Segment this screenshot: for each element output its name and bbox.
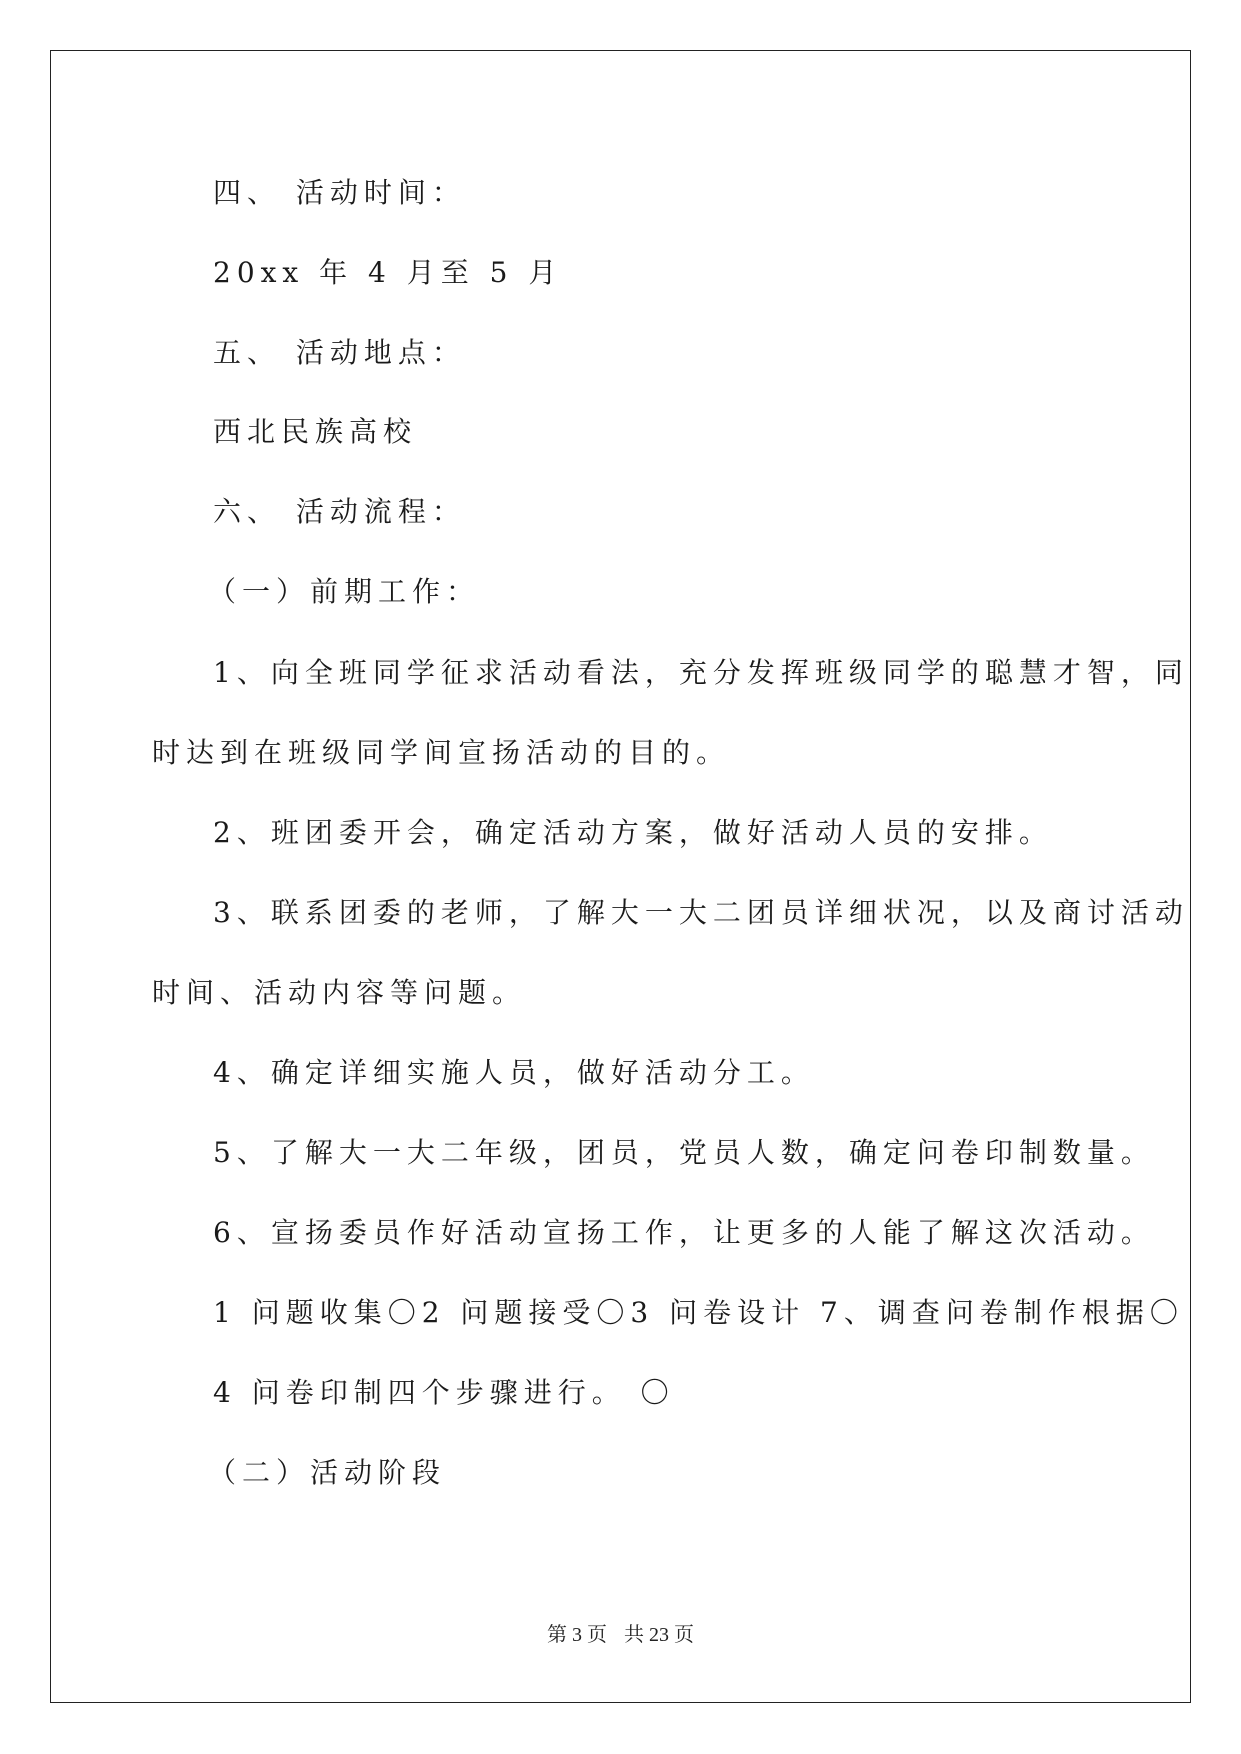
total-pages: 共 23 页 — [624, 1624, 694, 1646]
paragraph-1-line-2: 时达到在班级同学间宣扬活动的目的。 — [152, 736, 731, 769]
paragraph-1-line-1: 1、向全班同学征求活动看法，充分发挥班级同学的聪慧才智，同 — [213, 656, 1189, 689]
activity-time-value: 20xx 年 4 月至 5 月 — [213, 256, 563, 289]
paragraph-3-line-1: 3、联系团委的老师，了解大一大二团员详细状况，以及商讨活动 — [213, 896, 1189, 929]
page-number: 第 3 页 — [547, 1624, 607, 1646]
heading-activity-process: 六、 活动流程： — [213, 495, 466, 528]
activity-location-value: 西北民族高校 — [213, 415, 418, 448]
paragraph-7-line-1: 1 问题收集〇2 问题接受〇3 问卷设计 7、调查问卷制作根据〇 — [213, 1296, 1184, 1329]
heading-activity-location: 五、 活动地点： — [213, 336, 466, 369]
paragraph-4: 4、确定详细实施人员，做好活动分工。 — [213, 1056, 815, 1089]
paragraph-3-line-2: 时间、活动内容等问题。 — [152, 976, 527, 1009]
heading-activity-time: 四、 活动时间： — [213, 176, 466, 209]
subheading-activity-stage: （二）活动阶段 — [208, 1456, 447, 1489]
page-footer — [0, 1618, 1241, 1647]
paragraph-2: 2、班团委开会，确定活动方案，做好活动人员的安排。 — [213, 816, 1053, 849]
paragraph-6: 6、宣扬委员作好活动宣扬工作，让更多的人能了解这次活动。 — [213, 1216, 1155, 1249]
paragraph-7-line-2: 4 问卷印制四个步骤进行。 〇 — [213, 1376, 675, 1409]
subheading-preparation: （一）前期工作： — [208, 575, 481, 608]
paragraph-5: 5、了解大一大二年级，团员，党员人数，确定问卷印制数量。 — [213, 1136, 1155, 1169]
